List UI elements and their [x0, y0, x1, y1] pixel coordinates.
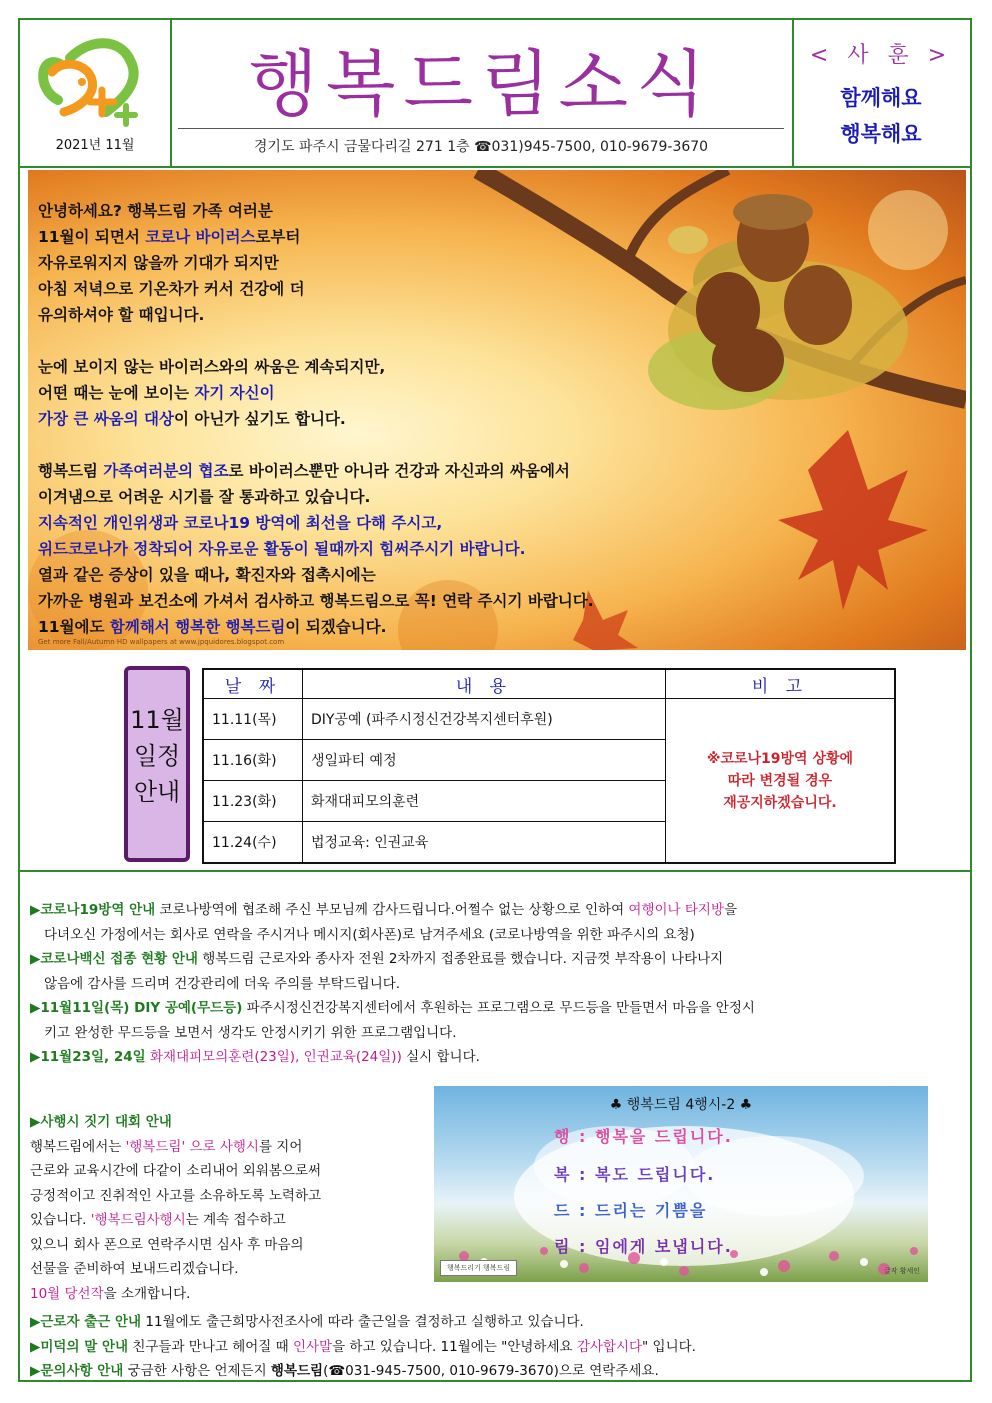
greeting-line	[38, 562, 594, 588]
schedule-content: DIY공예 (파주시정신건강복지센터후원)	[303, 699, 666, 740]
notice-text: 않음에 감사를 드리며 건강관리에 더욱 주의를 부탁드립니다.	[44, 975, 401, 992]
greeting-text	[38, 198, 594, 640]
contest-line: 있으니 회사 폰으로 연락주시면 심사 후 마음의	[30, 1236, 304, 1253]
contest-line: 근로와 교육시간에 다같이 소리내어 외워봄으로써	[30, 1163, 322, 1179]
greeting-line	[38, 302, 594, 328]
greeting-text-run: 아침 저녁으로 기온차가 커서 건강에 더	[38, 280, 305, 298]
contest-highlight: '행복드림사행시	[90, 1212, 186, 1228]
greeting-text-run: 유의하셔야 할 때입니다.	[38, 306, 205, 324]
schedule-note-line: 재공지하겠습니다.	[723, 794, 837, 811]
greeting-text-run: 이겨냄으로 어려운 시기를 잘 통과하고 있습니다.	[38, 488, 371, 506]
notice-text: 실시 합니다.	[401, 1049, 480, 1065]
greeting-line	[38, 614, 594, 640]
schedule-date: 11.23(화)	[203, 780, 303, 821]
greeting-line	[38, 588, 594, 614]
contest-highlight: '행복드림' 으로 사행시	[125, 1138, 259, 1155]
poem-line-2: 복 : 복도 드립니다.	[554, 1165, 716, 1184]
notice-text: 행복드림	[270, 1363, 324, 1379]
header-note: 비 고	[665, 669, 895, 699]
schedule-content: 법정교육: 인권교육	[303, 821, 666, 863]
contest-text: 을 소개합니다.	[103, 1285, 191, 1302]
greeting-line	[38, 380, 594, 406]
contest-line: 긍정적이고 진취적인 사고를 소유하도록 노력하고	[30, 1187, 322, 1204]
notice-text: 다녀오신 가정에서는 회사로 연락을 주시거나 메시지(회사폰)로 남겨주세요 (코로나방역을 위한 파주시의 요청)	[44, 926, 695, 943]
heart-logo-icon	[30, 34, 160, 130]
greeting-highlight: 가장 큰 싸움의 대상	[38, 410, 174, 428]
newsletter-title: 행복드림소식	[248, 42, 714, 126]
schedule-header-row	[203, 669, 895, 699]
schedule-label-line: 일정	[133, 742, 181, 770]
poem-line-1: 행 : 행복을 드립니다.	[554, 1127, 733, 1146]
greeting-line	[38, 198, 594, 224]
notice-text: 11월에도 출근희망사전조사에 따라 출근일을 결정하고 실행하고 있습니다.	[141, 1314, 584, 1330]
address: 경기도 파주시 금물다리길 271 1층 ☎031)945-7500, 010-9679-3670	[253, 139, 709, 155]
contest-line	[30, 1135, 420, 1160]
contest-line	[30, 1208, 420, 1233]
newsletter-frame	[18, 18, 972, 1382]
notice-vaccine	[30, 947, 960, 972]
notice-text: (☎031-945-7500, 010-9679-3670)으로 연락주세요.	[323, 1363, 659, 1379]
notice-virtue	[30, 1335, 960, 1360]
notice-highlight: 화재대피모의훈련(23일), 인권교육(24일))	[145, 1049, 402, 1065]
issue-date: 2021년 11월	[55, 138, 135, 153]
greeting-text-run: 이 아닌가 싶기도 합니다.	[173, 410, 346, 428]
greeting-text-run: 11월이 되면서	[38, 228, 146, 246]
greeting-text-run: 눈에 보이지 않는 바이러스와의 싸움은 계속되지만,	[38, 358, 386, 376]
section-divider	[20, 870, 970, 872]
notice-highlight: 인사말	[292, 1338, 333, 1355]
schedule-date: 11.16(화)	[203, 739, 303, 780]
greeting-text-run: 이 되겠습니다.	[285, 618, 387, 636]
greeting-text-run: 자유로워지지 않을까 기대가 되지만	[38, 254, 279, 272]
greeting-text-run: 열과 같은 증상이 있을 때나, 확진자와 접촉시에는	[38, 566, 376, 584]
greeting-text-run: 가까운 병원과 보건소에 가셔서 검사하고 행복드림으로 꼭! 연락 주시기 바랍니다.	[38, 592, 594, 610]
notice-text: 친구들과 만나고 헤어질 때	[128, 1338, 293, 1355]
logo-cell	[20, 20, 172, 166]
notice-commute	[30, 1310, 960, 1335]
greeting-banner	[28, 170, 966, 650]
notice-drill	[30, 1045, 960, 1070]
header	[20, 20, 970, 168]
motto-line-2: 행복해요	[840, 122, 922, 146]
image-watermark: Get more Fall/Autumn HD wallpapers at www.jpquidores.blogspot.com	[38, 638, 285, 646]
notice-text: 궁금한 사항은 언제든지	[123, 1363, 271, 1379]
schedule-date: 11.11(목)	[203, 699, 303, 740]
contest-text: 는 계속 접수하고	[185, 1212, 286, 1228]
greeting-text-run: 어떤 때는 눈에 보이는	[38, 384, 195, 402]
greeting-line	[38, 276, 594, 302]
notice-text: 을 하고 있습니다. 11월에는 "안녕하세요	[332, 1338, 577, 1355]
schedule-note-line: 따라 변경될 경우	[727, 772, 833, 789]
notice-highlight: 여행이나 타지방	[628, 902, 724, 918]
greeting-line	[38, 406, 594, 432]
greeting-text-run: 행복드림	[38, 462, 104, 480]
contest-line	[30, 1282, 420, 1307]
contest-text: 행복드림에서는	[30, 1138, 126, 1155]
notice-text: 행복드림 근로자와 종사자 전원 2차까지 접종완료를 했습니다. 지금껏 부작용이 나타나지	[197, 951, 724, 967]
greeting-line	[38, 354, 594, 380]
greeting-line	[38, 458, 594, 484]
table-row	[203, 699, 895, 740]
notice-title: ▶11월23일, 24일	[30, 1049, 146, 1065]
address-divider	[178, 128, 784, 129]
header-date: 날 짜	[203, 669, 303, 699]
motto-line-1: 함께해요	[840, 86, 922, 110]
notice-title: ▶근로자 출근 안내	[30, 1314, 142, 1330]
notice-highlight: 감사합시다	[576, 1338, 643, 1355]
notice-title: ▶코로나백신 접종 현황 안내	[30, 951, 198, 967]
motto-cell	[792, 20, 970, 166]
poem-credit: 글작 황세인	[883, 1267, 920, 1275]
schedule-content: 생일파티 예정	[303, 739, 666, 780]
title-cell	[170, 20, 794, 166]
greeting-text-run: 로부터	[255, 228, 301, 246]
poem-footer-logo: 행복드리기 행복드림	[440, 1260, 517, 1276]
greeting-highlight: 코로나 바이러스	[145, 228, 256, 246]
greeting-text-run: 로 바이러스뿐만 아니라 건강과 자신과의 싸움에서	[228, 462, 570, 480]
greeting-text-run: 안녕하세요? 행복드림 가족 여러분	[38, 202, 273, 220]
greeting-highlight: 위드코로나가 정착되어 자유로운 활동이 될때까지 힘써주시기 바랍니다.	[38, 540, 526, 558]
poem-contest	[30, 1110, 420, 1306]
greeting-highlight: 자기 자신이	[194, 384, 275, 402]
contest-highlight: 10월 당선작	[30, 1285, 104, 1302]
poem-line-3: 드 : 드리는 기쁨을	[554, 1201, 708, 1220]
notice-contact	[30, 1359, 960, 1384]
notice-text: 을	[724, 902, 738, 918]
contest-line: 선물을 준비하여 보내드리겠습니다.	[30, 1261, 239, 1277]
greeting-line	[38, 224, 594, 250]
notices	[30, 898, 960, 1070]
schedule-note-line: ※코로나19방역 상황에	[706, 750, 854, 767]
notice-title: ▶코로나19방역 안내	[30, 902, 156, 918]
header-content: 내 용	[303, 669, 666, 699]
notice-diy	[30, 996, 960, 1021]
notice-title: ▶문의사항 안내	[30, 1363, 124, 1379]
greeting-line	[38, 250, 594, 276]
greeting-highlight: 가족여러분의 협조	[103, 462, 229, 480]
schedule-label-line: 11월	[130, 706, 184, 734]
greeting-spacer	[38, 432, 594, 458]
contest-text: 를 지어	[258, 1138, 303, 1155]
schedule-label	[124, 666, 190, 862]
greeting-line	[38, 510, 594, 536]
schedule-note	[665, 699, 895, 864]
notice-title: ▶11월11일(목) DIY 공예(무드등)	[30, 1000, 243, 1016]
notice-text: 코로나방역에 협조해 주신 부모님께 감사드립니다.어쩔수 없는 상황으로 인하여	[155, 902, 629, 918]
contest-text: 있습니다.	[30, 1212, 91, 1228]
schedule-table	[202, 668, 896, 864]
winning-poem-image	[434, 1086, 928, 1282]
contest-title: ▶사행시 짓기 대회 안내	[30, 1114, 172, 1130]
bottom-notices	[30, 1310, 960, 1384]
greeting-highlight: 지속적인 개인위생과 코로나19 방역에 최선을 다해 주시고,	[38, 514, 443, 532]
notice-covid	[30, 898, 960, 923]
greeting-highlight: 함께해서 행복한 행복드림	[109, 618, 286, 636]
schedule-label-line: 안내	[133, 778, 181, 806]
notice-text: 파주시정신건강복지센터에서 후원하는 프로그램으로 무드등을 만들면서 마음을 안정시	[242, 1000, 755, 1016]
notice-title: ▶미덕의 말 안내	[30, 1338, 129, 1355]
notice-text: 키고 완성한 무드등을 보면서 생각도 안정시키기 위한 프로그램입니다.	[44, 1024, 457, 1041]
schedule-date: 11.24(수)	[203, 821, 303, 863]
schedule-content: 화재대피모의훈련	[303, 780, 666, 821]
motto-heading: < 사 훈 >	[809, 43, 953, 68]
notice-text: " 입니다.	[642, 1338, 696, 1355]
poem-title: ♣ 행복드림 4행시-2 ♣	[609, 1097, 753, 1113]
greeting-line	[38, 484, 594, 510]
greeting-line	[38, 536, 594, 562]
greeting-text-run: 11월에도	[38, 618, 110, 636]
greeting-spacer	[38, 328, 594, 354]
poem-line-4: 림 : 임에게 보냅니다.	[554, 1237, 733, 1256]
